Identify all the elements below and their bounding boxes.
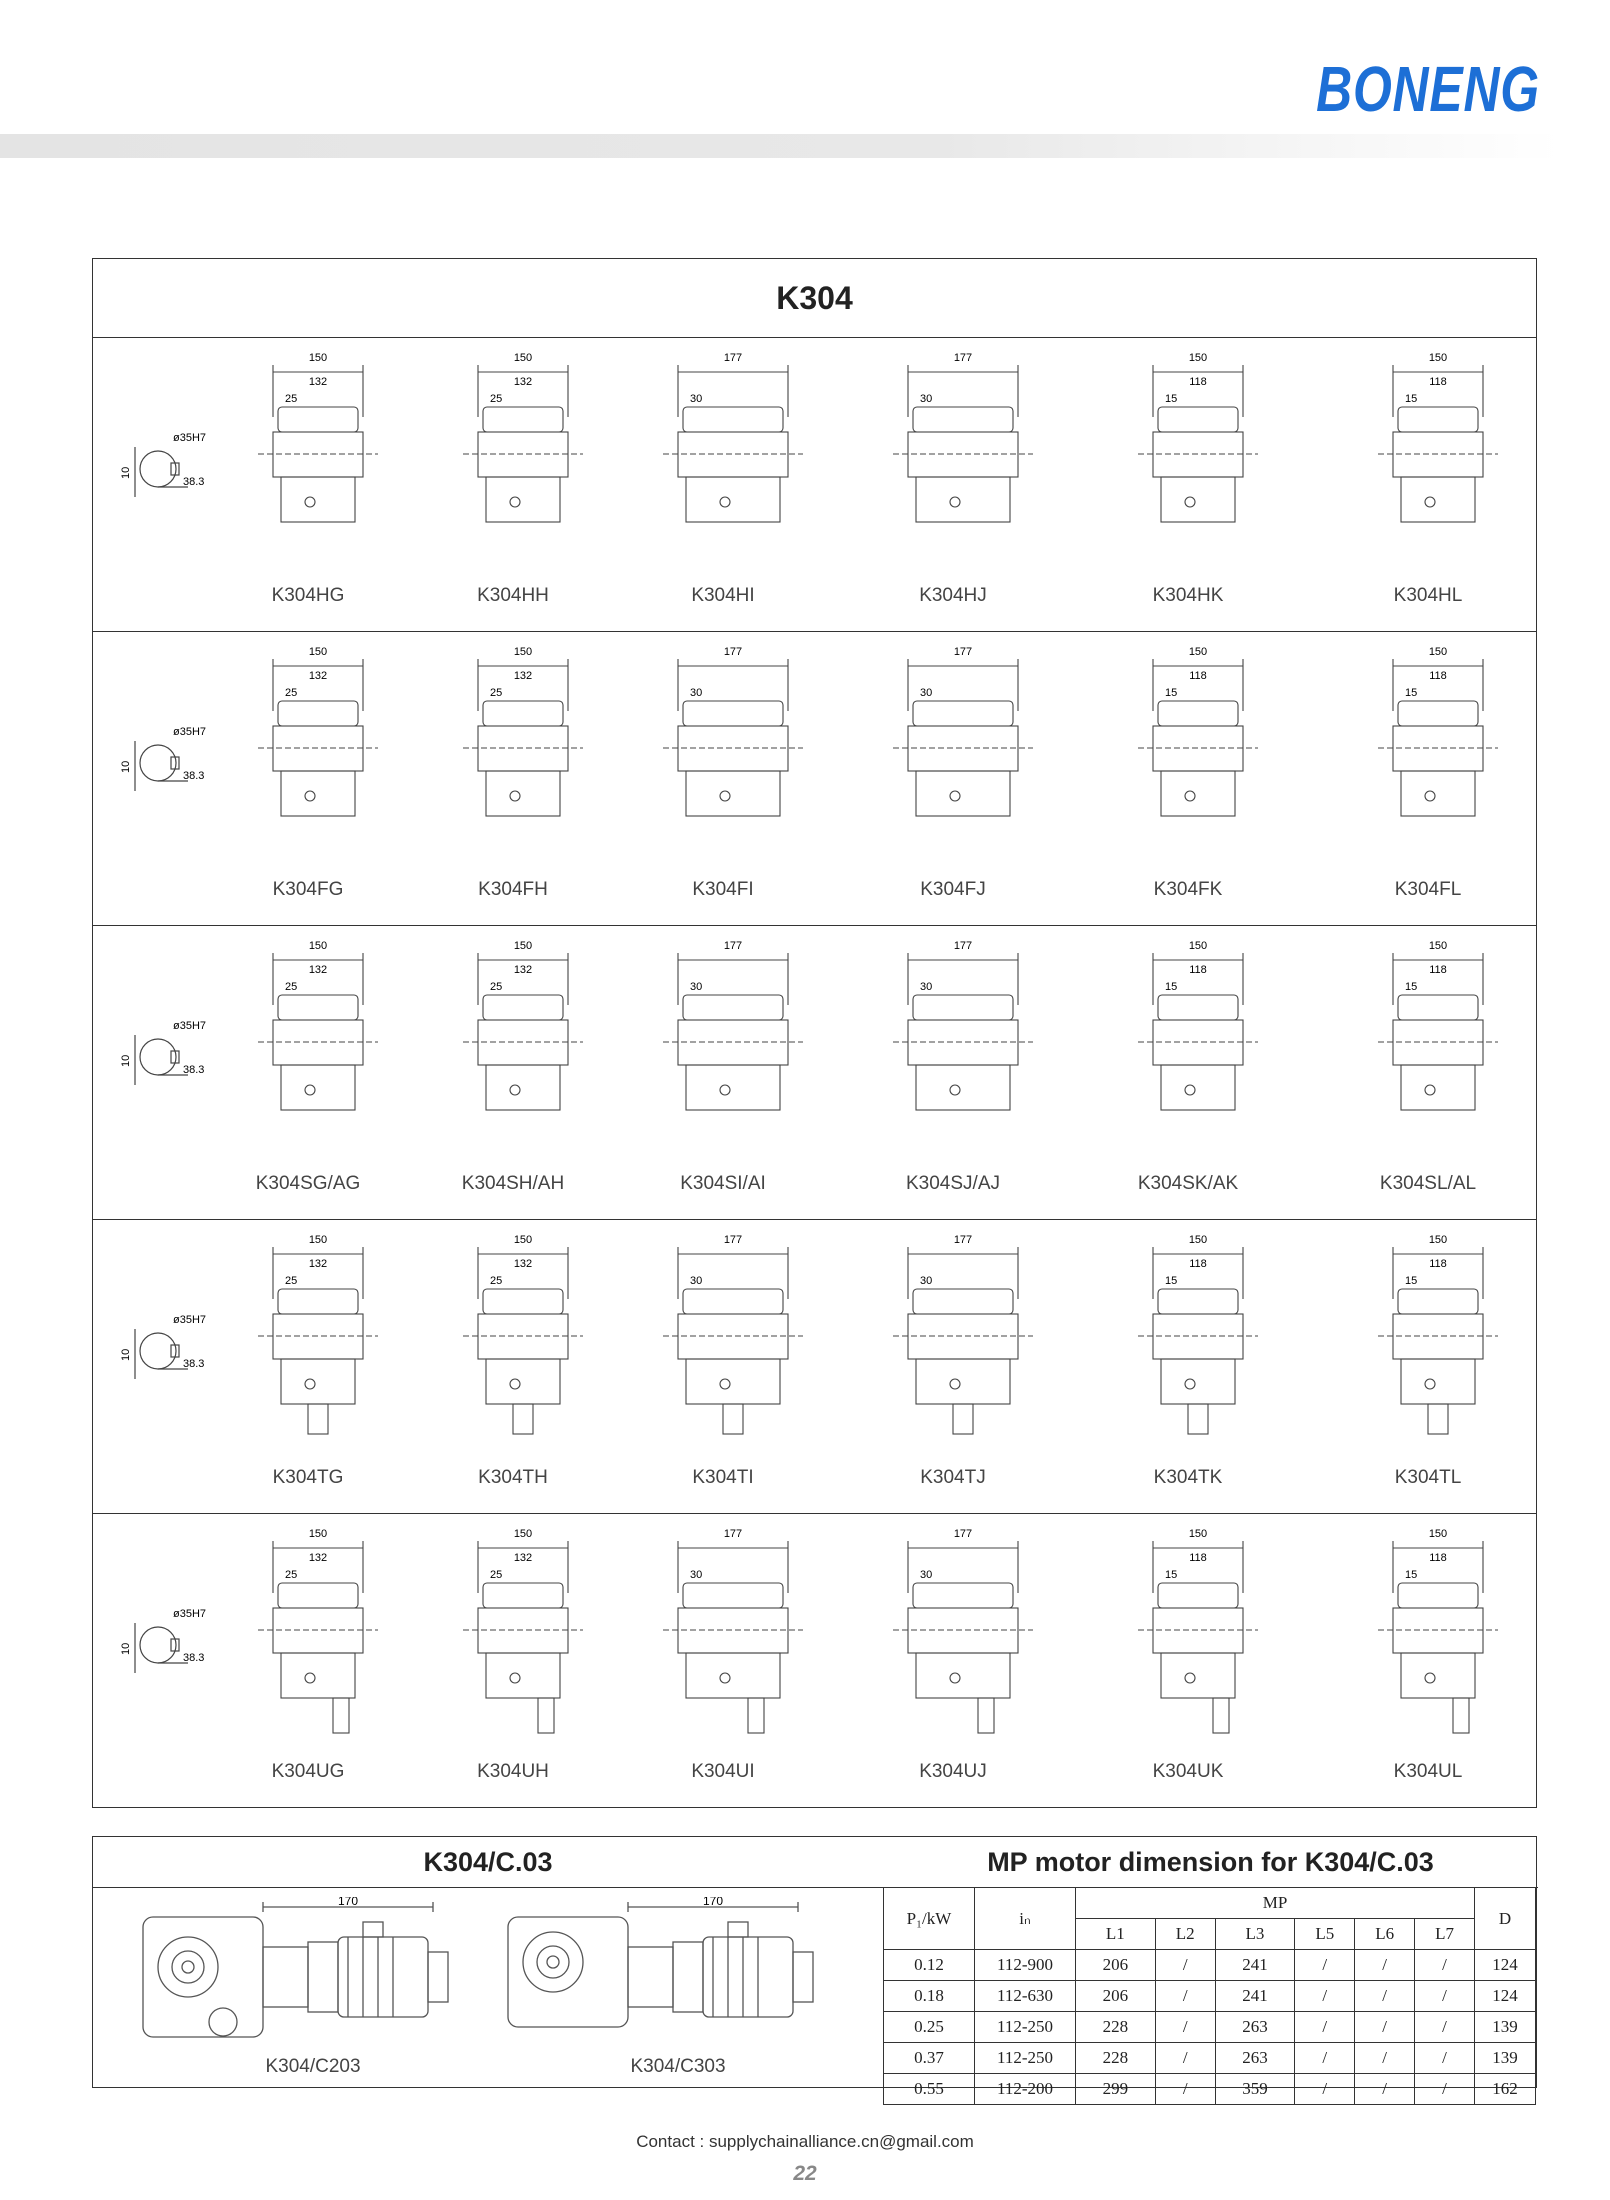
dim-flange: 25	[490, 1275, 503, 1287]
gearbox-drawing	[1328, 1219, 1528, 1499]
dim-inner: 132	[308, 376, 328, 388]
dim-flange: 15	[1165, 981, 1178, 993]
dim-width: 150	[1188, 646, 1208, 658]
dim-flange: 30	[690, 393, 703, 405]
dim-width: 177	[723, 1234, 743, 1246]
motor-drawing-c203	[133, 1897, 493, 2082]
table-cell: 112-630	[975, 1981, 1076, 2012]
table-cell: 0.55	[884, 2074, 975, 2105]
table-row	[884, 2012, 1536, 2043]
mp-table-title: MP motor dimension for K304/C.03	[883, 1837, 1538, 1888]
dim-inner: 132	[308, 1552, 328, 1564]
dim-flange: 30	[690, 981, 703, 993]
dim-inner: 132	[513, 376, 533, 388]
dim-inner: 118	[1189, 1258, 1207, 1270]
mp-dimension-table	[883, 1887, 1536, 2105]
dim-width: 150	[308, 1234, 328, 1246]
gearbox-drawing	[623, 1513, 823, 1793]
table-row	[884, 1981, 1536, 2012]
detail-dia: ø35H7	[173, 1608, 207, 1620]
dim-width: 150	[513, 1234, 533, 1246]
dim-flange: 30	[920, 1569, 933, 1581]
table-cell: /	[1295, 2012, 1355, 2043]
dim-flange: 30	[920, 687, 933, 699]
table-cell: 112-250	[975, 2043, 1076, 2074]
model-label: K304UL	[1393, 1761, 1463, 1782]
header-l1: L1	[1076, 1919, 1156, 1950]
header-l2: L2	[1155, 1919, 1215, 1950]
dim-inner: 118	[1429, 1258, 1447, 1270]
gearbox-drawing	[208, 1513, 408, 1793]
table-cell: 0.25	[884, 2012, 975, 2043]
table-cell: 112-900	[975, 1950, 1076, 1981]
dim-inner: 132	[513, 1552, 533, 1564]
model-label: K304UG	[271, 1761, 345, 1782]
dim-width: 177	[953, 352, 973, 364]
dim-flange: 30	[920, 1275, 933, 1287]
dim-width: 150	[308, 352, 328, 364]
drawing-row	[93, 925, 1536, 1220]
model-label: K304HK	[1152, 585, 1224, 606]
model-label: K304SK/AK	[1137, 1173, 1239, 1194]
gearbox-drawing	[623, 925, 823, 1205]
detail-key: 38.3	[183, 1358, 205, 1370]
motor-section-title: K304/C.03	[93, 1837, 883, 1888]
detail-dia: ø35H7	[173, 1314, 207, 1326]
dim-width: 150	[513, 646, 533, 658]
dim-flange: 25	[490, 687, 503, 699]
dim-width: 150	[1428, 646, 1448, 658]
gearbox-drawing	[413, 1219, 613, 1499]
drawings-panel	[92, 258, 1537, 1808]
dim-inner: 118	[1189, 964, 1207, 976]
dim-inner: 132	[308, 670, 328, 682]
dim-flange: 30	[920, 981, 933, 993]
dim-width: 150	[1428, 1528, 1448, 1540]
model-label: K304SJ/AJ	[906, 1173, 1000, 1194]
table-cell: /	[1415, 1981, 1475, 2012]
header-ratio: iₙ	[975, 1888, 1076, 1950]
dim-flange: 30	[920, 393, 933, 405]
model-label: K304SL/AL	[1379, 1173, 1477, 1194]
gearbox-drawing	[623, 337, 823, 617]
header-l7: L7	[1415, 1919, 1475, 1950]
contact-line: Contact : supplychainalliance.cn@gmail.com	[636, 2132, 974, 2151]
detail-w: 10	[120, 1348, 132, 1361]
table-cell: /	[1415, 2012, 1475, 2043]
gearbox-drawing	[208, 337, 408, 617]
detail-w: 10	[120, 760, 132, 773]
dim-width: 150	[308, 940, 328, 952]
detail-w: 10	[120, 1054, 132, 1067]
gearbox-drawing	[1328, 925, 1528, 1205]
model-label: K304TJ	[920, 1467, 986, 1488]
dim-flange: 15	[1405, 687, 1418, 699]
model-label: K304FG	[272, 879, 344, 900]
gearbox-drawing	[623, 1219, 823, 1499]
header-band	[0, 134, 1560, 158]
table-cell: /	[1355, 1950, 1415, 1981]
header-d: D	[1475, 1888, 1536, 1950]
gearbox-drawing	[1088, 1513, 1288, 1793]
table-cell: 124	[1475, 1950, 1536, 1981]
model-label: K304TK	[1153, 1467, 1223, 1488]
dim-inner: 118	[1189, 670, 1207, 682]
gearbox-drawing	[1328, 1513, 1528, 1793]
dim-width: 177	[953, 1528, 973, 1540]
model-label: K304UI	[691, 1761, 755, 1782]
gearbox-drawing	[1328, 631, 1528, 911]
gearbox-drawing	[853, 337, 1053, 617]
dim-inner: 132	[513, 1258, 533, 1270]
dim-width: 150	[513, 352, 533, 364]
dim-width: 150	[1428, 1234, 1448, 1246]
table-cell: /	[1295, 1981, 1355, 2012]
table-cell: /	[1355, 2012, 1415, 2043]
dim-width: 150	[1188, 1528, 1208, 1540]
table-cell: /	[1355, 2043, 1415, 2074]
gearbox-drawing	[413, 337, 613, 617]
dim-flange: 15	[1405, 1569, 1418, 1581]
dim-inner: 118	[1189, 1552, 1207, 1564]
gearbox-drawing	[1088, 1219, 1288, 1499]
table-row	[884, 2043, 1536, 2074]
table-cell: /	[1295, 1950, 1355, 1981]
dim-inner: 132	[308, 964, 328, 976]
motor-label: K304/C303	[630, 2056, 726, 2077]
model-label: K304TG	[272, 1467, 344, 1488]
table-cell: 0.37	[884, 2043, 975, 2074]
gearbox-drawing	[853, 1219, 1053, 1499]
model-label: K304HI	[691, 585, 755, 606]
gearbox-drawing	[413, 1513, 613, 1793]
model-label: K304UK	[1152, 1761, 1224, 1782]
dim-width: 150	[1188, 352, 1208, 364]
gearbox-drawing	[853, 1513, 1053, 1793]
brand-logo: BONENG	[1316, 53, 1540, 125]
model-label: K304FK	[1153, 879, 1223, 900]
dim-width: 150	[1188, 1234, 1208, 1246]
dim-flange: 25	[490, 981, 503, 993]
dim-flange: 15	[1405, 393, 1418, 405]
drawing-row	[93, 631, 1536, 926]
table-cell: /	[1415, 2043, 1475, 2074]
dim-inner: 118	[1429, 1552, 1447, 1564]
table-cell: 0.12	[884, 1950, 975, 1981]
gearbox-drawing	[413, 925, 613, 1205]
model-label: K304FH	[478, 879, 548, 900]
dim-inner: 118	[1189, 376, 1207, 388]
motor-drawing-c303	[498, 1897, 858, 2082]
table-cell: 241	[1215, 1950, 1295, 1981]
table-cell: /	[1155, 2043, 1215, 2074]
gearbox-drawing	[1088, 631, 1288, 911]
table-cell: /	[1415, 2074, 1475, 2105]
drawing-row	[93, 1219, 1536, 1514]
table-row	[884, 1950, 1536, 1981]
detail-w: 10	[120, 466, 132, 479]
table-cell: 206	[1076, 1950, 1156, 1981]
table-cell: 112-200	[975, 2074, 1076, 2105]
table-cell: 228	[1076, 2043, 1156, 2074]
detail-key: 38.3	[183, 476, 205, 488]
dim-inner: 118	[1429, 964, 1447, 976]
dim-width: 150	[1428, 352, 1448, 364]
header-power: P₁/kW	[884, 1888, 975, 1950]
model-label: K304FL	[1394, 879, 1462, 900]
header-l3: L3	[1215, 1919, 1295, 1950]
model-label: K304UJ	[919, 1761, 987, 1782]
table-cell: 139	[1475, 2012, 1536, 2043]
table-cell: 0.18	[884, 1981, 975, 2012]
detail-w: 10	[120, 1642, 132, 1655]
dim-inner: 118	[1429, 376, 1447, 388]
table-cell: 162	[1475, 2074, 1536, 2105]
gearbox-drawing	[853, 631, 1053, 911]
table-cell: /	[1155, 2012, 1215, 2043]
dim-inner: 132	[513, 964, 533, 976]
dim-flange: 30	[690, 1275, 703, 1287]
dim-flange: 15	[1165, 687, 1178, 699]
dim-width: 150	[513, 1528, 533, 1540]
model-label: K304HJ	[919, 585, 987, 606]
gearbox-drawing	[1088, 925, 1288, 1205]
detail-key: 38.3	[183, 1064, 205, 1076]
model-label: K304SI/AI	[680, 1173, 766, 1194]
model-label: K304FJ	[920, 879, 986, 900]
dim-flange: 25	[490, 393, 503, 405]
dim-width: 177	[723, 940, 743, 952]
gearbox-drawing	[413, 631, 613, 911]
detail-dia: ø35H7	[173, 432, 207, 444]
table-cell: 112-250	[975, 2012, 1076, 2043]
motor-panel	[92, 1836, 1537, 2098]
page-title: K304	[93, 259, 1536, 338]
dim-flange: 25	[490, 1569, 503, 1581]
dim-width: 150	[1428, 940, 1448, 952]
dim-flange: 25	[285, 1569, 298, 1581]
dim-flange: 30	[690, 687, 703, 699]
table-cell: /	[1355, 2074, 1415, 2105]
table-cell: /	[1155, 1950, 1215, 1981]
table-cell: /	[1295, 2043, 1355, 2074]
dim-width: 177	[953, 1234, 973, 1246]
table-row	[884, 2074, 1536, 2105]
model-label: K304SG/AG	[255, 1173, 361, 1194]
dim-width: 150	[308, 646, 328, 658]
model-label: K304TL	[1394, 1467, 1462, 1488]
dim-flange: 15	[1165, 393, 1178, 405]
header-l6: L6	[1355, 1919, 1415, 1950]
page-number: 22	[793, 2162, 817, 2185]
model-label: K304SH/AH	[461, 1173, 565, 1194]
header-l5: L5	[1295, 1919, 1355, 1950]
dim-flange: 15	[1405, 1275, 1418, 1287]
detail-key: 38.3	[183, 1652, 205, 1664]
table-cell: 359	[1215, 2074, 1295, 2105]
dim-flange: 30	[690, 1569, 703, 1581]
gearbox-drawing	[208, 631, 408, 911]
dim-inner: 118	[1429, 670, 1447, 682]
dim-flange: 25	[285, 1275, 298, 1287]
dim-width: 150	[513, 940, 533, 952]
model-label: K304HG	[271, 585, 345, 606]
table-cell: /	[1155, 2074, 1215, 2105]
dim-width: 177	[723, 1528, 743, 1540]
drawing-row	[93, 1513, 1536, 1807]
table-cell: 206	[1076, 1981, 1156, 2012]
dim-flange: 25	[285, 687, 298, 699]
gearbox-drawing	[623, 631, 823, 911]
motor-label: K304/C203	[265, 2056, 361, 2077]
dim-width: 177	[953, 646, 973, 658]
table-cell: /	[1295, 2074, 1355, 2105]
model-label: K304HL	[1393, 585, 1463, 606]
model-label: K304FI	[692, 879, 754, 900]
dim-width: 177	[953, 940, 973, 952]
model-label: K304UH	[477, 1761, 549, 1782]
table-cell: 263	[1215, 2012, 1295, 2043]
detail-dia: ø35H7	[173, 1020, 207, 1032]
header-mp: MP	[1076, 1888, 1475, 1919]
gearbox-drawing	[853, 925, 1053, 1205]
gearbox-drawing	[208, 1219, 408, 1499]
table-cell: 299	[1076, 2074, 1156, 2105]
dim-inner: 132	[513, 670, 533, 682]
model-label: K304TH	[478, 1467, 548, 1488]
gearbox-drawing	[1328, 337, 1528, 617]
dim-flange: 15	[1165, 1569, 1178, 1581]
dim-flange: 25	[285, 981, 298, 993]
drawing-row	[93, 337, 1536, 632]
dim-flange: 25	[285, 393, 298, 405]
dim-flange: 15	[1405, 981, 1418, 993]
gearbox-drawing	[1088, 337, 1288, 617]
dim-inner: 132	[308, 1258, 328, 1270]
dim-width: 177	[723, 352, 743, 364]
gearbox-drawing	[208, 925, 408, 1205]
model-label: K304TI	[692, 1467, 754, 1488]
model-label: K304HH	[477, 585, 549, 606]
table-cell: 228	[1076, 2012, 1156, 2043]
detail-dia: ø35H7	[173, 726, 207, 738]
dim-width: 177	[723, 646, 743, 658]
table-cell: /	[1415, 1950, 1475, 1981]
detail-key: 38.3	[183, 770, 205, 782]
dim-flange: 15	[1165, 1275, 1178, 1287]
table-cell: /	[1155, 1981, 1215, 2012]
table-cell: 263	[1215, 2043, 1295, 2074]
dim-width: 150	[308, 1528, 328, 1540]
table-cell: 241	[1215, 1981, 1295, 2012]
table-cell: /	[1355, 1981, 1415, 2012]
dim-width: 150	[1188, 940, 1208, 952]
table-cell: 124	[1475, 1981, 1536, 2012]
dim-label: 170	[702, 1897, 724, 1908]
dim-label: 170	[337, 1897, 359, 1908]
table-cell: 139	[1475, 2043, 1536, 2074]
